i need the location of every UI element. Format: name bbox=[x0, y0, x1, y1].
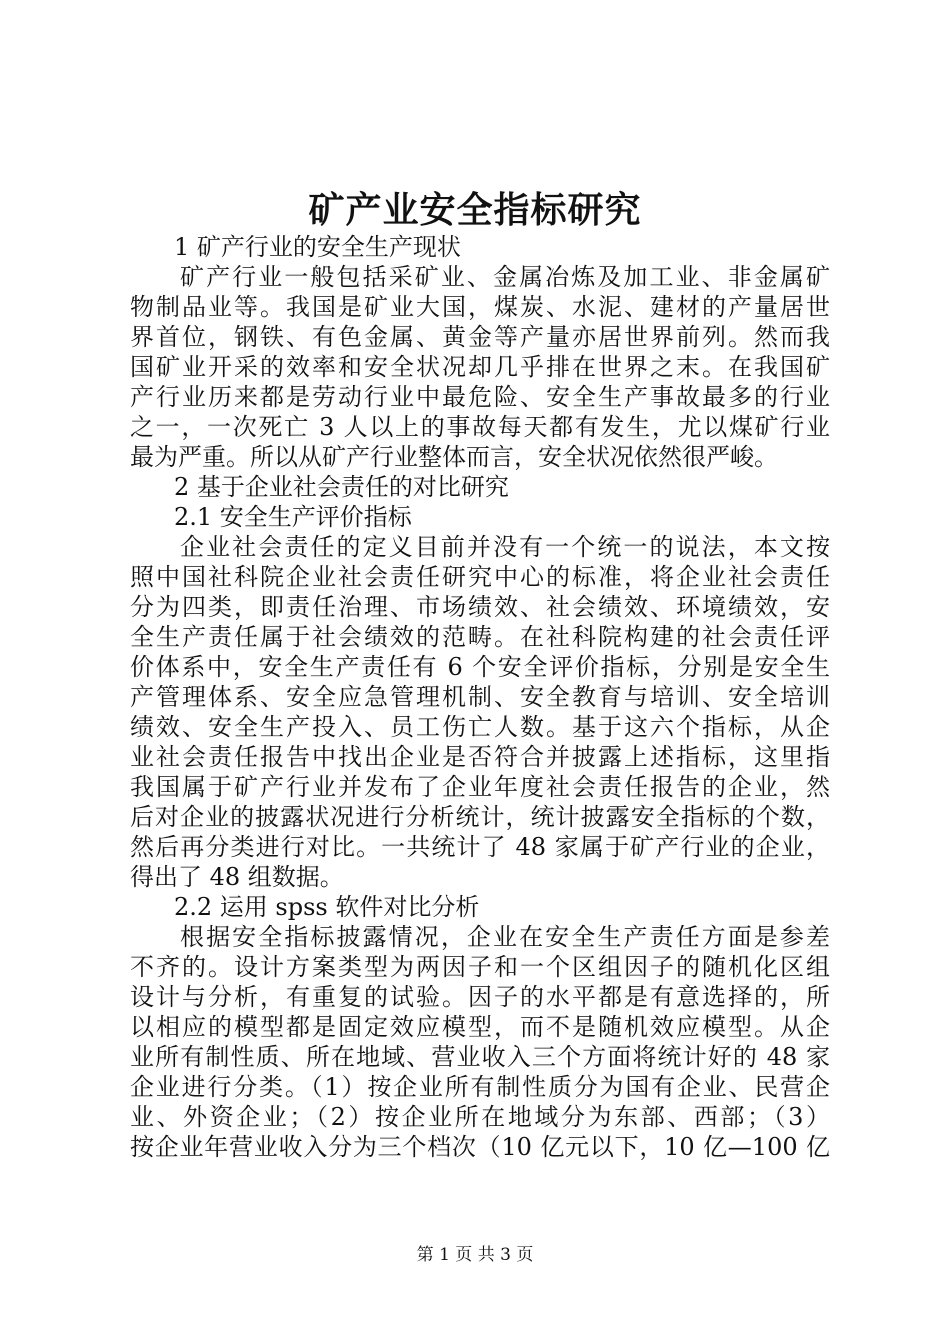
paragraph-line: 企业进行分类。（1）按企业所有制性质分为国有企业、民营企 bbox=[130, 1073, 830, 1101]
paragraph-line: 我国属于矿产行业并发布了企业年度社会责任报告的企业，然 bbox=[130, 773, 830, 801]
paragraph-line: 业社会责任报告中找出企业是否符合并披露上述指标，这里指 bbox=[130, 743, 830, 771]
paragraph-line: 物制品业等。我国是矿业大国，煤炭、水泥、建材的产量居世 bbox=[130, 293, 830, 321]
paragraph-line: 产行业历来都是劳动行业中最危险、安全生产事故最多的行业 bbox=[130, 383, 830, 411]
paragraph-line: 国矿业开采的效率和安全状况却几乎排在世界之末。在我国矿 bbox=[130, 353, 830, 381]
paragraph-line: 不齐的。设计方案类型为两因子和一个区组因子的随机化区组 bbox=[130, 953, 830, 981]
paragraph-line: 按企业年营业收入分为三个档次（10 亿元以下，10 亿—100 亿 bbox=[130, 1133, 830, 1161]
paragraph-line: 业、外资企业；（2）按企业所在地域分为东部、西部；（3） bbox=[130, 1103, 830, 1131]
paragraph-line: 最为严重。所以从矿产行业整体而言，安全状况依然很严峻。 bbox=[130, 443, 778, 471]
paragraph-line: 之一，一次死亡 3 人以上的事故每天都有发生，尤以煤矿行业 bbox=[130, 413, 830, 441]
paragraph-line: 根据安全指标披露情况，企业在安全生产责任方面是参差 bbox=[180, 923, 830, 951]
paragraph-line: 全生产责任属于社会绩效的范畴。在社科院构建的社会责任评 bbox=[130, 623, 830, 651]
paragraph-line: 价体系中，安全生产责任有 6 个安全评价指标，分别是安全生 bbox=[130, 653, 830, 681]
document-title: 矿产业安全指标研究 bbox=[308, 189, 642, 231]
paragraph-line: 矿产行业一般包括采矿业、金属冶炼及加工业、非金属矿 bbox=[180, 263, 830, 291]
paragraph-line: 界首位，钢铁、有色金属、黄金等产量亦居世界前列。然而我 bbox=[130, 323, 830, 351]
paragraph-line: 企业社会责任的定义目前并没有一个统一的说法，本文按 bbox=[180, 533, 830, 561]
document-body bbox=[130, 232, 830, 1162]
paragraph-line: 分为四类，即责任治理、市场绩效、社会绩效、环境绩效，安 bbox=[130, 593, 830, 621]
paragraph-line: 然后再分类进行对比。一共统计了 48 家属于矿产行业的企业， bbox=[130, 833, 830, 861]
paragraph-line: 产管理体系、安全应急管理机制、安全教育与培训、安全培训 bbox=[130, 683, 830, 711]
section-heading: 1 矿产行业的安全生产现状 bbox=[174, 233, 461, 261]
paragraph-line: 后对企业的披露状况进行分析统计，统计披露安全指标的个数， bbox=[130, 803, 830, 831]
page-footer: 第 1 页 共 3 页 bbox=[416, 1245, 534, 1265]
section-heading: 2.2 运用 spss 软件对比分析 bbox=[174, 893, 480, 921]
section-heading: 2.1 安全生产评价指标 bbox=[174, 503, 412, 531]
paragraph-line: 以相应的模型都是固定效应模型，而不是随机效应模型。从企 bbox=[130, 1013, 830, 1041]
paragraph-line: 业所有制性质、所在地域、营业收入三个方面将统计好的 48 家 bbox=[130, 1043, 830, 1071]
paragraph-line: 照中国社科院企业社会责任研究中心的标准，将企业社会责任 bbox=[130, 563, 830, 591]
paragraph-line: 绩效、安全生产投入、员工伤亡人数。基于这六个指标，从企 bbox=[130, 713, 830, 741]
paragraph-line: 得出了 48 组数据。 bbox=[130, 863, 344, 891]
section-heading: 2 基于企业社会责任的对比研究 bbox=[174, 473, 509, 501]
paragraph-line: 设计与分析，有重复的试验。因子的水平都是有意选择的，所 bbox=[130, 983, 830, 1011]
